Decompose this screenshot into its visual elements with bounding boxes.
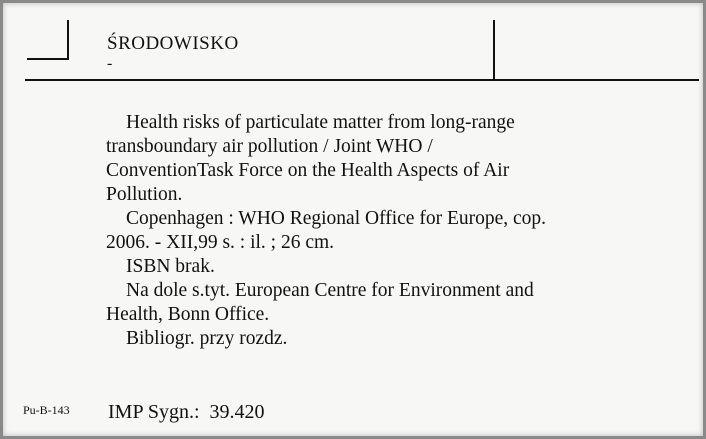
subject-heading: ŚRODOWISKO — [107, 33, 239, 54]
series-note-line-2: Health, Bonn Office. — [106, 304, 270, 325]
imprint — [106, 207, 626, 255]
signature — [108, 401, 265, 424]
title-line-3: ConventionTask Force on the Health Aspects of Air — [106, 160, 510, 181]
header-divider — [493, 20, 495, 80]
corner-mark-vertical — [67, 20, 69, 60]
signature-value: 39.420 — [209, 401, 265, 423]
signature-label: IMP Sygn.: — [108, 401, 200, 423]
imprint-line-1: Copenhagen : WHO Regional Office for Europe, cop. — [126, 208, 547, 229]
title-line-2: transboundary air pollution / Joint WHO / — [106, 136, 433, 157]
corner-mark-horizontal — [27, 58, 69, 60]
catalog-card — [3, 3, 703, 436]
catalog-entry — [106, 111, 626, 351]
title-line-4: Pollution. — [106, 184, 183, 205]
title-line-1: Health risks of particulate matter from long-range — [126, 112, 515, 133]
series-note-line-1: Na dole s.tyt. European Centre for Environment and — [126, 280, 534, 301]
shelf-mark: Pu-B-143 — [23, 403, 70, 417]
isbn-note: ISBN brak. — [126, 256, 215, 277]
series-note — [106, 279, 626, 327]
subject-dash: - — [107, 55, 113, 72]
bibliography-note: Bibliogr. przy rozdz. — [126, 328, 288, 349]
header-rule — [25, 79, 699, 81]
imprint-line-2: 2006. - XII,99 s. : il. ; 26 cm. — [106, 232, 335, 253]
title-statement — [106, 111, 626, 207]
